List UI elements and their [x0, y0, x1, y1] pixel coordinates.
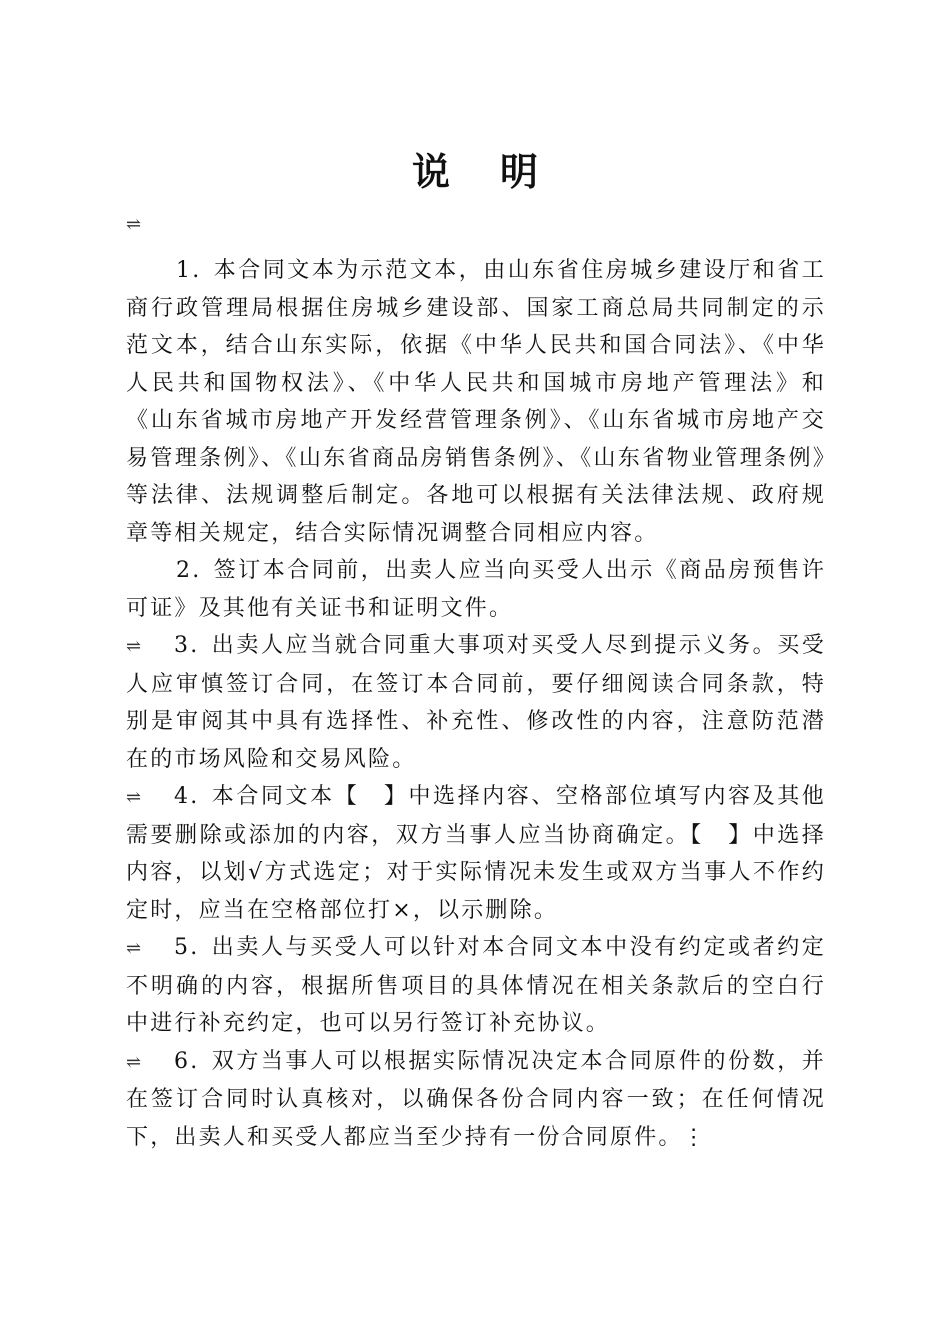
paragraph-number: 2. [176, 558, 202, 583]
paragraph-text: 出卖人与买受人可以针对本合同文本中没有约定或者约定不明确的内容，根据所售项目的具体情况在相关条款后的空白行中进行补充约定，也可以另行签订补充协议。 [126, 935, 826, 1036]
paragraph-2 [126, 552, 826, 627]
paragraph-text: 本合同文本【 】中选择内容、空格部位填写内容及其他需要删除或添加的内容，双方当事人应当协商确定。【 】中选择内容，以划√方式选定；对于实际情况未发生或双方当事人不作约定时，应当在空格部位打×，以示删除。 [126, 784, 826, 923]
paragraph-mark: ⇌ [126, 938, 142, 959]
paragraph-mark: ⇌ [126, 636, 142, 657]
paragraph-text: 双方当事人可以根据实际情况决定本合同原件的份数，并在签订合同时认真核对，以确保各份合同内容一致；在任何情况下，出卖人和买受人都应当至少持有一份合同原件。⋮ [126, 1048, 826, 1150]
paragraph-number: 1. [176, 258, 202, 283]
paragraph-3 [126, 627, 826, 778]
paragraph-mark: ⇌ [126, 214, 142, 235]
paragraph-number: 5. [174, 935, 200, 960]
page-title: 说明 [411, 149, 588, 194]
paragraph-text: 出卖人应当就合同重大事项对买受人尽到提示义务。买受人应审慎签订合同，在签订本合同前，要仔细阅读合同条款，特别是审阅其中具有选择性、补充性、修改性的内容，注意防范潜在的市场风险和交易风险。 [126, 633, 826, 772]
paragraph-text: 签订本合同前，出卖人应当向买受人出示《商品房预售许可证》及其他有关证书和证明文件。 [126, 558, 826, 621]
paragraph-text: 本合同文本为示范文本，由山东省住房城乡建设厅和省工商行政管理局根据住房城乡建设部、国家工商总局共同制定的示范文本，结合山东实际，依据《中华人民共和国合同法》、《中华人民共和国物权法》、《中华人民共和国城市房地产管理法》和《山东省城市房地产开发经营管理条例》、《山东省城市房地产交易管理条例》、《山东省商品房销售条例》、《山东省物业管理条例》等法律、法规调整后制定。各地可以根据有关法律法规、政府规章等相关规定，结合实际情况调整合同相应内容。 [126, 258, 826, 546]
document-body [126, 252, 826, 1156]
paragraph-mark: ⇌ [126, 787, 142, 808]
paragraph-6 [126, 1043, 826, 1157]
paragraph-number: 3. [174, 633, 200, 658]
paragraph-number: 6. [174, 1048, 200, 1074]
paragraph-1 [126, 252, 826, 552]
paragraph-number: 4. [174, 784, 200, 809]
paragraph-5 [126, 929, 826, 1043]
paragraph-mark: ⇌ [126, 1051, 142, 1073]
paragraph-4 [126, 778, 826, 929]
